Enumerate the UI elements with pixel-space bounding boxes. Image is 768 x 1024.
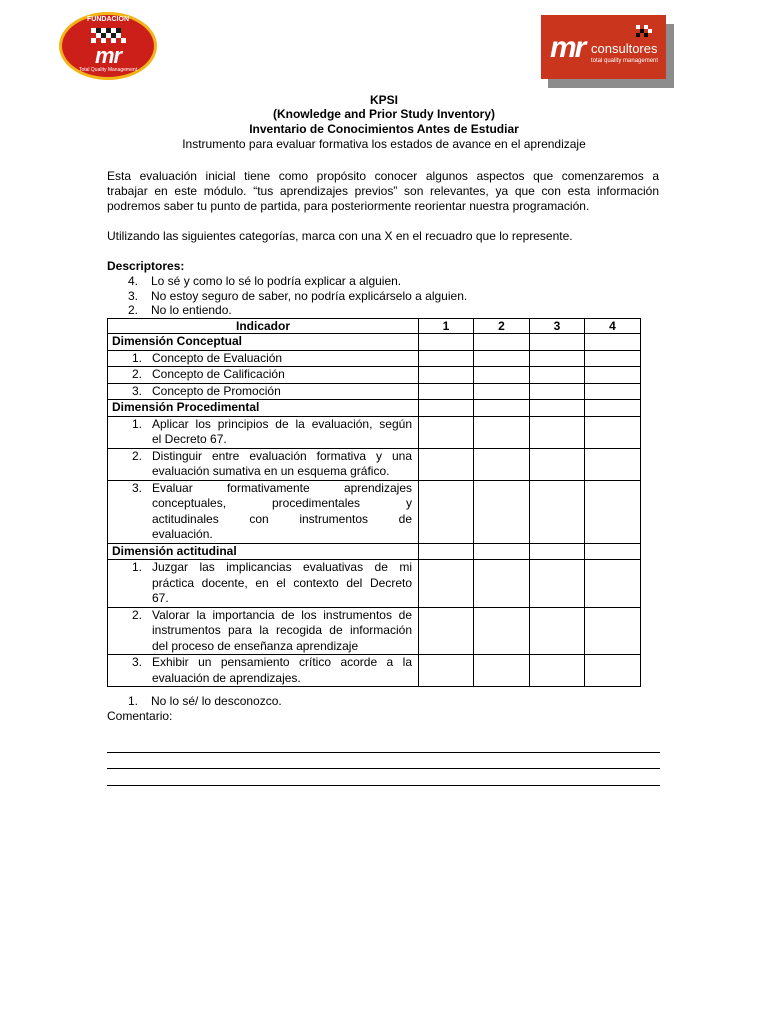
indicator-number: 3. [131, 480, 142, 495]
answer-cell[interactable] [419, 367, 474, 384]
indicator-cell [108, 480, 419, 543]
answer-cell[interactable] [419, 416, 474, 448]
answer-cell[interactable] [585, 350, 641, 367]
table-row [108, 367, 641, 384]
indicator-text: Concepto de Promoción [152, 383, 281, 398]
indicator-cell [108, 383, 419, 400]
answer-cell[interactable] [530, 607, 585, 655]
indicator-line: actitudinales con instrumentos de [152, 511, 412, 526]
intro-line-2: trabajar en este módulo. “tus aprendizajes previos” son relevantes, ya que con esta información [107, 184, 659, 198]
indicator-line: Aplicar los principios de la evaluación, según [152, 416, 412, 431]
indicator-number: 1. [131, 416, 142, 431]
intro-line-3: podremos saber tu punto de partida, para posteriormente reorientar nuestra programación. [107, 199, 590, 213]
answer-cell[interactable] [585, 480, 641, 543]
answer-cell[interactable] [474, 543, 530, 560]
answer-cell[interactable] [530, 367, 585, 384]
document-title: KPSI [369, 93, 398, 107]
dimension-actitudinal: Dimensión actitudinal [108, 543, 419, 560]
comment-line-2[interactable] [107, 768, 660, 769]
table-row [108, 480, 641, 543]
answer-cell[interactable] [419, 655, 474, 687]
header-3: 3 [530, 319, 585, 334]
answer-cell[interactable] [585, 543, 641, 560]
table-row [108, 350, 641, 367]
answer-cell[interactable] [419, 400, 474, 417]
intro-line-1: Esta evaluación inicial tiene como propósito conocer algunos aspectos que comenzaremos a [107, 169, 659, 183]
indicator-text [152, 417, 414, 448]
header-4: 4 [585, 319, 641, 334]
dimension-row [108, 543, 641, 560]
indicator-line: 67. [152, 591, 169, 605]
descriptor-3-number: 3. [128, 289, 139, 303]
fundacion-logo-mark: mr [94, 43, 122, 68]
indicator-cell [108, 367, 419, 384]
descriptors-heading: Descriptores: [107, 259, 185, 273]
header-indicador: Indicador [108, 319, 419, 334]
dimension-row [108, 400, 641, 417]
table-row [108, 607, 641, 655]
answer-cell[interactable] [530, 334, 585, 351]
dimension-conceptual: Dimensión Conceptual [108, 334, 419, 351]
answer-cell[interactable] [474, 350, 530, 367]
answer-cell[interactable] [419, 480, 474, 543]
instruction-text: Utilizando las siguientes categorías, marca con una X en el recuadro que lo represente. [107, 229, 573, 243]
answer-cell[interactable] [474, 480, 530, 543]
indicator-cell [108, 448, 419, 480]
indicator-text [152, 449, 414, 480]
indicator-text [152, 560, 414, 607]
indicator-line: conceptuales, procedimentales y [152, 496, 412, 510]
descriptor-2-text: No lo entiendo. [151, 303, 232, 317]
answer-cell[interactable] [530, 400, 585, 417]
indicator-line: instrumentos para la recogida de información [152, 623, 412, 637]
answer-cell[interactable] [585, 448, 641, 480]
fundacion-logo-top-text: FUNDACION [87, 16, 129, 23]
table-header-row [108, 319, 641, 334]
answer-cell[interactable] [530, 480, 585, 543]
indicator-line: Valorar la importancia de los instrumentos de [152, 607, 412, 622]
indicator-text [152, 481, 414, 543]
comment-line-1[interactable] [107, 752, 660, 753]
answer-cell[interactable] [474, 607, 530, 655]
descriptor-4-text: Lo sé y como lo sé lo podría explicar a alguien. [151, 274, 402, 288]
answer-cell[interactable] [585, 367, 641, 384]
descriptor-1-number: 1. [128, 694, 139, 708]
mr-consultores-mark: mr [550, 31, 585, 64]
answer-cell[interactable] [585, 383, 641, 400]
indicator-line: práctica docente, en el contexto del Decreto [152, 575, 412, 590]
indicator-line: Evaluar formativamente aprendizajes [152, 480, 412, 495]
indicator-line: evaluación sumativa en un esquema gráfico. [152, 464, 390, 478]
answer-cell[interactable] [474, 334, 530, 351]
answer-cell[interactable] [419, 383, 474, 400]
header-1: 1 [419, 319, 474, 334]
answer-cell[interactable] [530, 543, 585, 560]
document-subtitle-spanish: Inventario de Conocimientos Antes de Estudiar [249, 122, 519, 136]
document-subtitle: (Knowledge and Prior Study Inventory) [272, 107, 496, 121]
indicator-line: del proceso de enseñanza aprendizaje [152, 638, 359, 653]
table-row [108, 448, 641, 480]
comment-line-3[interactable] [107, 785, 660, 786]
table-row [108, 383, 641, 400]
answer-cell[interactable] [419, 334, 474, 351]
indicator-text [152, 608, 414, 655]
answer-cell[interactable] [585, 607, 641, 655]
answer-cell[interactable] [585, 334, 641, 351]
descriptor-4-number: 4. [128, 274, 139, 288]
indicator-cell [108, 350, 419, 367]
table-row [108, 655, 641, 687]
answer-cell[interactable] [474, 400, 530, 417]
indicator-text [152, 655, 414, 686]
answer-cell[interactable] [419, 543, 474, 560]
indicator-line: Exhibir un pensamiento crítico acorde a la [152, 655, 412, 669]
indicator-number: 2. [131, 367, 142, 381]
fundacion-logo [58, 11, 158, 81]
indicator-cell [108, 416, 419, 448]
answer-cell[interactable] [419, 448, 474, 480]
table-row [108, 560, 641, 608]
answer-cell[interactable] [474, 367, 530, 384]
answer-cell[interactable] [474, 416, 530, 448]
answer-cell[interactable] [585, 655, 641, 687]
indicator-text: Concepto de Evaluación [152, 350, 283, 365]
descriptor-2-number: 2. [128, 303, 139, 317]
mr-consultores-sub: total quality management [591, 58, 659, 64]
table-row [108, 416, 641, 448]
dimension-row [108, 334, 641, 351]
document-description: Instrumento para evaluar formativa los estados de avance en el aprendizaje [182, 137, 586, 151]
indicator-line: evaluación. [152, 527, 213, 541]
indicator-number: 2. [131, 448, 142, 463]
indicator-line: Distinguir entre evaluación formativa y una [152, 448, 412, 463]
indicator-line: evaluación de aprendizajes. [152, 670, 301, 685]
answer-cell[interactable] [585, 400, 641, 417]
answer-cell[interactable] [530, 350, 585, 367]
comment-label: Comentario: [107, 709, 173, 723]
answer-cell[interactable] [474, 448, 530, 480]
mr-consultores-pixel-mark [636, 25, 654, 39]
indicator-number: 3. [131, 655, 142, 669]
answer-cell[interactable] [530, 416, 585, 448]
answer-cell[interactable] [530, 383, 585, 400]
indicator-number: 1. [131, 560, 142, 574]
answer-cell[interactable] [474, 383, 530, 400]
indicator-cell [108, 607, 419, 655]
indicator-number: 2. [131, 607, 142, 622]
answer-cell[interactable] [585, 560, 641, 608]
mr-consultores-word: consultores [591, 41, 658, 56]
answer-cell[interactable] [530, 448, 585, 480]
indicator-number: 3. [131, 383, 142, 398]
dimension-procedimental: Dimensión Procedimental [108, 400, 419, 417]
indicator-text: Concepto de Calificación [152, 367, 285, 381]
kpsi-table [107, 318, 641, 687]
answer-cell[interactable] [419, 350, 474, 367]
indicator-cell [108, 560, 419, 608]
fundacion-logo-bottom-text: Total Quality Management [78, 67, 138, 73]
answer-cell[interactable] [419, 560, 474, 608]
answer-cell[interactable] [474, 655, 530, 687]
answer-cell[interactable] [530, 655, 585, 687]
answer-cell[interactable] [474, 560, 530, 608]
descriptor-1-text: No lo sé/ lo desconozco. [151, 694, 282, 708]
answer-cell[interactable] [419, 607, 474, 655]
indicator-number: 1. [131, 350, 142, 365]
answer-cell[interactable] [585, 416, 641, 448]
answer-cell[interactable] [530, 560, 585, 608]
mr-consultores-logo [541, 15, 666, 79]
indicator-cell [108, 655, 419, 687]
indicator-line: Juzgar las implicancias evaluativas de mi [152, 560, 412, 574]
indicator-line: el Decreto 67. [152, 432, 227, 446]
descriptor-3-text: No estoy seguro de saber, no podría explicárselo a alguien. [151, 289, 468, 303]
header-2: 2 [474, 319, 530, 334]
